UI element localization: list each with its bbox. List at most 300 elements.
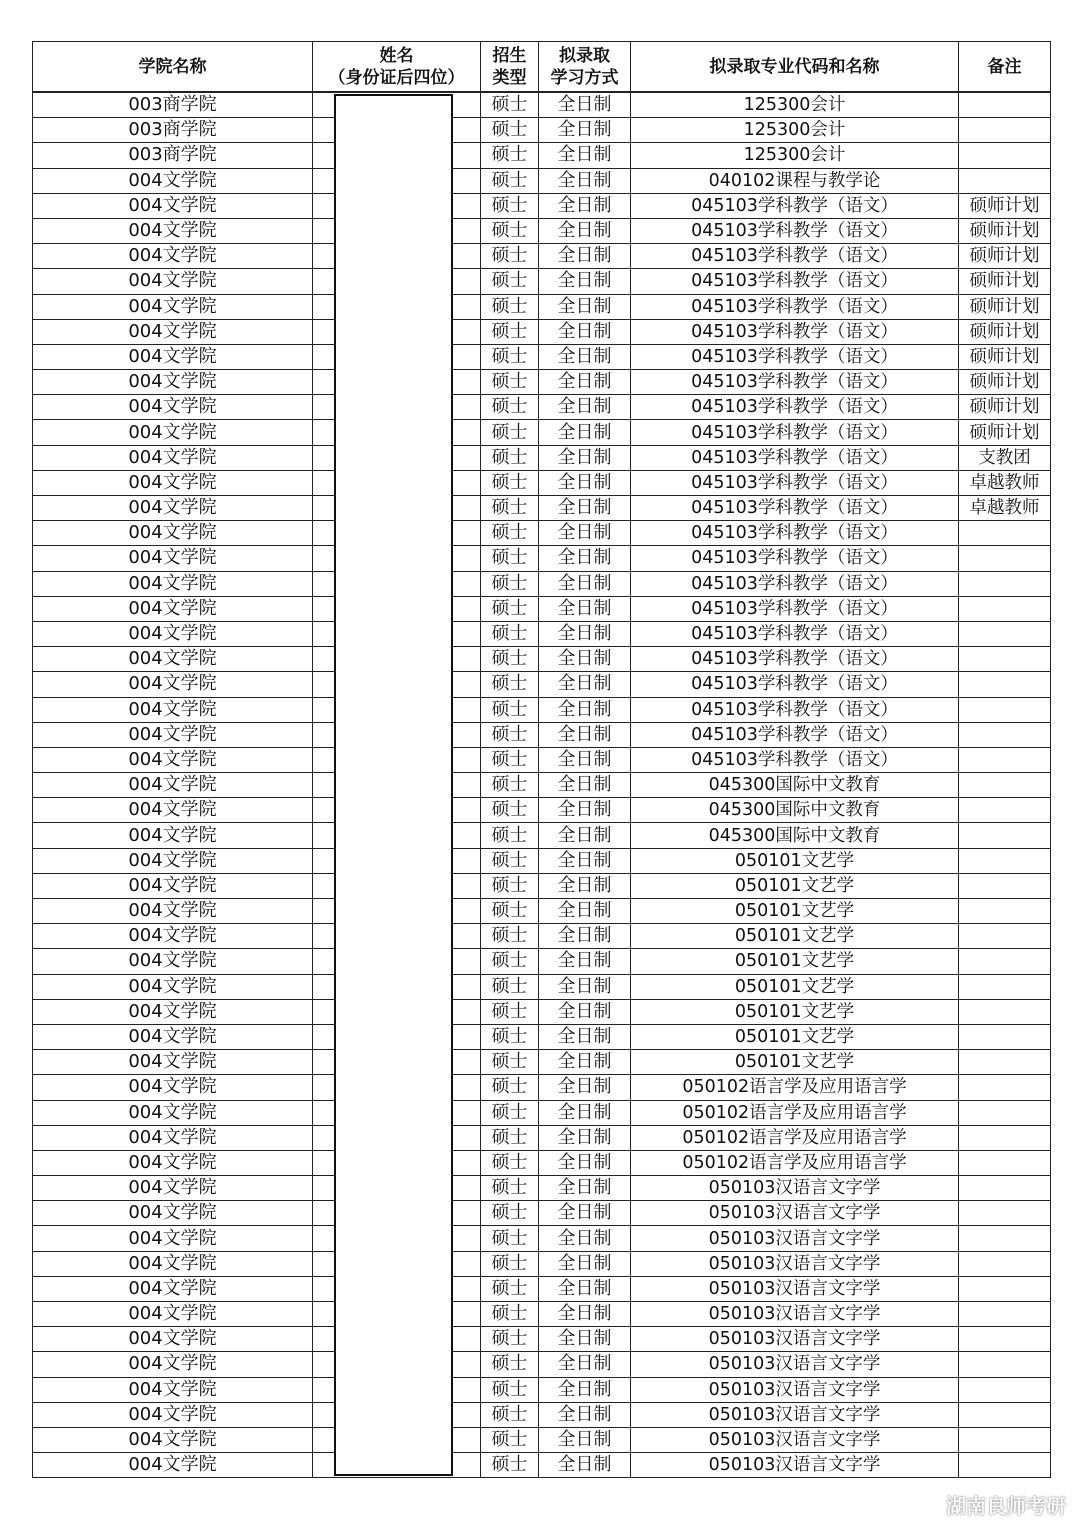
cell-major: 050103汉语言文字学 xyxy=(631,1352,959,1377)
table-row xyxy=(33,596,1051,621)
cell-note xyxy=(959,1100,1051,1125)
cell-note: 硕师计划 xyxy=(959,420,1051,445)
cell-mode: 全日制 xyxy=(539,697,631,722)
table-row xyxy=(33,873,1051,898)
cell-mode: 全日制 xyxy=(539,92,631,118)
cell-major: 050101文艺学 xyxy=(631,999,959,1024)
cell-note xyxy=(959,1327,1051,1352)
cell-major: 045103学科教学（语文） xyxy=(631,269,959,294)
cell-mode: 全日制 xyxy=(539,621,631,646)
table-row xyxy=(33,1125,1051,1150)
cell-major: 050103汉语言文字学 xyxy=(631,1201,959,1226)
cell-type: 硕士 xyxy=(481,1050,539,1075)
cell-type: 硕士 xyxy=(481,420,539,445)
cell-type: 硕士 xyxy=(481,672,539,697)
cell-college: 004文学院 xyxy=(33,496,313,521)
cell-major: 050101文艺学 xyxy=(631,899,959,924)
cell-college: 004文学院 xyxy=(33,521,313,546)
cell-college: 004文学院 xyxy=(33,193,313,218)
cell-mode: 全日制 xyxy=(539,924,631,949)
cell-mode: 全日制 xyxy=(539,344,631,369)
table-row xyxy=(33,319,1051,344)
cell-college: 004文学院 xyxy=(33,747,313,772)
cell-college: 004文学院 xyxy=(33,949,313,974)
table-row xyxy=(33,521,1051,546)
cell-mode: 全日制 xyxy=(539,496,631,521)
cell-note xyxy=(959,647,1051,672)
header-mode: 拟录取 学习方式 xyxy=(539,42,631,93)
cell-type: 硕士 xyxy=(481,823,539,848)
cell-college: 004文学院 xyxy=(33,823,313,848)
header-row xyxy=(33,42,1051,93)
cell-mode: 全日制 xyxy=(539,1050,631,1075)
cell-mode: 全日制 xyxy=(539,244,631,269)
cell-major: 045103学科教学（语文） xyxy=(631,672,959,697)
cell-college: 004文学院 xyxy=(33,1327,313,1352)
cell-college: 004文学院 xyxy=(33,1302,313,1327)
cell-note: 硕师计划 xyxy=(959,294,1051,319)
cell-note xyxy=(959,168,1051,193)
table-row xyxy=(33,244,1051,269)
cell-type: 硕士 xyxy=(481,92,539,118)
header-name: 姓名 （身份证后四位） xyxy=(313,42,481,93)
table-row xyxy=(33,1327,1051,1352)
cell-type: 硕士 xyxy=(481,1100,539,1125)
cell-college: 004文学院 xyxy=(33,773,313,798)
cell-note xyxy=(959,1302,1051,1327)
cell-major: 045103学科教学（语文） xyxy=(631,319,959,344)
cell-major: 050103汉语言文字学 xyxy=(631,1276,959,1301)
cell-note xyxy=(959,1150,1051,1175)
cell-major: 050103汉语言文字学 xyxy=(631,1377,959,1402)
table-row xyxy=(33,1226,1051,1251)
cell-major: 045103学科教学（语文） xyxy=(631,395,959,420)
cell-mode: 全日制 xyxy=(539,1201,631,1226)
cell-major: 050103汉语言文字学 xyxy=(631,1302,959,1327)
cell-note: 硕师计划 xyxy=(959,269,1051,294)
cell-major: 045103学科教学（语文） xyxy=(631,370,959,395)
cell-college: 004文学院 xyxy=(33,873,313,898)
header-major: 拟录取专业代码和名称 xyxy=(631,42,959,93)
cell-note xyxy=(959,596,1051,621)
cell-mode: 全日制 xyxy=(539,470,631,495)
table-row xyxy=(33,722,1051,747)
table-row xyxy=(33,747,1051,772)
cell-type: 硕士 xyxy=(481,999,539,1024)
cell-note xyxy=(959,1453,1051,1478)
cell-note xyxy=(959,1402,1051,1427)
cell-type: 硕士 xyxy=(481,899,539,924)
cell-major: 050103汉语言文字学 xyxy=(631,1453,959,1478)
table-row xyxy=(33,899,1051,924)
cell-major: 045103学科教学（语文） xyxy=(631,294,959,319)
cell-college: 004文学院 xyxy=(33,244,313,269)
cell-major: 045300国际中文教育 xyxy=(631,798,959,823)
cell-college: 003商学院 xyxy=(33,143,313,168)
cell-mode: 全日制 xyxy=(539,1176,631,1201)
cell-mode: 全日制 xyxy=(539,1226,631,1251)
cell-college: 004文学院 xyxy=(33,294,313,319)
cell-college: 004文学院 xyxy=(33,672,313,697)
table-row xyxy=(33,1402,1051,1427)
cell-type: 硕士 xyxy=(481,1150,539,1175)
cell-note xyxy=(959,1226,1051,1251)
cell-note xyxy=(959,1201,1051,1226)
cell-college: 004文学院 xyxy=(33,1100,313,1125)
cell-major: 045103学科教学（语文） xyxy=(631,445,959,470)
cell-type: 硕士 xyxy=(481,521,539,546)
cell-major: 050101文艺学 xyxy=(631,873,959,898)
cell-mode: 全日制 xyxy=(539,974,631,999)
cell-major: 045103学科教学（语文） xyxy=(631,747,959,772)
cell-note xyxy=(959,1075,1051,1100)
cell-type: 硕士 xyxy=(481,370,539,395)
cell-college: 004文学院 xyxy=(33,621,313,646)
table-row xyxy=(33,470,1051,495)
cell-mode: 全日制 xyxy=(539,873,631,898)
cell-college: 004文学院 xyxy=(33,974,313,999)
table-row xyxy=(33,445,1051,470)
cell-type: 硕士 xyxy=(481,1402,539,1427)
cell-type: 硕士 xyxy=(481,269,539,294)
cell-type: 硕士 xyxy=(481,1125,539,1150)
table-row xyxy=(33,92,1051,118)
header-note: 备注 xyxy=(959,42,1051,93)
cell-mode: 全日制 xyxy=(539,1125,631,1150)
cell-mode: 全日制 xyxy=(539,319,631,344)
cell-note xyxy=(959,118,1051,143)
table-row xyxy=(33,823,1051,848)
cell-type: 硕士 xyxy=(481,621,539,646)
cell-note xyxy=(959,697,1051,722)
cell-mode: 全日制 xyxy=(539,848,631,873)
table-row xyxy=(33,848,1051,873)
cell-mode: 全日制 xyxy=(539,1150,631,1175)
cell-mode: 全日制 xyxy=(539,218,631,243)
cell-type: 硕士 xyxy=(481,722,539,747)
cell-college: 003商学院 xyxy=(33,118,313,143)
cell-note xyxy=(959,1024,1051,1049)
cell-note: 硕师计划 xyxy=(959,218,1051,243)
cell-note xyxy=(959,823,1051,848)
cell-college: 004文学院 xyxy=(33,546,313,571)
cell-college: 004文学院 xyxy=(33,1276,313,1301)
cell-major: 050101文艺学 xyxy=(631,848,959,873)
cell-type: 硕士 xyxy=(481,773,539,798)
table-row xyxy=(33,798,1051,823)
cell-note xyxy=(959,974,1051,999)
cell-college: 004文学院 xyxy=(33,445,313,470)
cell-type: 硕士 xyxy=(481,848,539,873)
cell-note: 硕师计划 xyxy=(959,319,1051,344)
table-row xyxy=(33,1427,1051,1452)
cell-college: 004文学院 xyxy=(33,596,313,621)
cell-note xyxy=(959,1050,1051,1075)
cell-mode: 全日制 xyxy=(539,521,631,546)
cell-college: 004文学院 xyxy=(33,344,313,369)
table-row xyxy=(33,420,1051,445)
table-row xyxy=(33,1276,1051,1301)
cell-mode: 全日制 xyxy=(539,118,631,143)
cell-major: 045103学科教学（语文） xyxy=(631,470,959,495)
cell-major: 045103学科教学（语文） xyxy=(631,218,959,243)
cell-type: 硕士 xyxy=(481,1201,539,1226)
cell-note xyxy=(959,873,1051,898)
table-row xyxy=(33,168,1051,193)
table-row xyxy=(33,193,1051,218)
cell-mode: 全日制 xyxy=(539,1352,631,1377)
cell-type: 硕士 xyxy=(481,596,539,621)
table-body xyxy=(33,92,1051,1478)
table-row xyxy=(33,1453,1051,1478)
cell-college: 004文学院 xyxy=(33,1201,313,1226)
cell-mode: 全日制 xyxy=(539,193,631,218)
cell-mode: 全日制 xyxy=(539,949,631,974)
table-row xyxy=(33,218,1051,243)
cell-type: 硕士 xyxy=(481,949,539,974)
cell-college: 004文学院 xyxy=(33,420,313,445)
table-row xyxy=(33,294,1051,319)
cell-note xyxy=(959,1251,1051,1276)
cell-mode: 全日制 xyxy=(539,1327,631,1352)
cell-type: 硕士 xyxy=(481,1327,539,1352)
cell-note xyxy=(959,999,1051,1024)
cell-mode: 全日制 xyxy=(539,773,631,798)
cell-type: 硕士 xyxy=(481,697,539,722)
cell-mode: 全日制 xyxy=(539,294,631,319)
cell-college: 004文学院 xyxy=(33,1377,313,1402)
cell-note: 硕师计划 xyxy=(959,370,1051,395)
cell-type: 硕士 xyxy=(481,168,539,193)
table-row xyxy=(33,546,1051,571)
cell-major: 045103学科教学（语文） xyxy=(631,571,959,596)
cell-type: 硕士 xyxy=(481,218,539,243)
table-row xyxy=(33,1377,1051,1402)
cell-college: 004文学院 xyxy=(33,999,313,1024)
cell-major: 045103学科教学（语文） xyxy=(631,697,959,722)
cell-major: 050101文艺学 xyxy=(631,1050,959,1075)
cell-type: 硕士 xyxy=(481,1427,539,1452)
cell-type: 硕士 xyxy=(481,1024,539,1049)
cell-type: 硕士 xyxy=(481,1176,539,1201)
cell-college: 004文学院 xyxy=(33,1024,313,1049)
cell-major: 045300国际中文教育 xyxy=(631,773,959,798)
table-row xyxy=(33,118,1051,143)
table-row xyxy=(33,143,1051,168)
cell-mode: 全日制 xyxy=(539,445,631,470)
cell-mode: 全日制 xyxy=(539,143,631,168)
table-row xyxy=(33,647,1051,672)
cell-note xyxy=(959,546,1051,571)
table-row xyxy=(33,1352,1051,1377)
cell-college: 004文学院 xyxy=(33,722,313,747)
cell-mode: 全日制 xyxy=(539,722,631,747)
cell-major: 045103学科教学（语文） xyxy=(631,193,959,218)
cell-mode: 全日制 xyxy=(539,571,631,596)
cell-type: 硕士 xyxy=(481,647,539,672)
table-row xyxy=(33,1150,1051,1175)
cell-college: 004文学院 xyxy=(33,1402,313,1427)
cell-note xyxy=(959,773,1051,798)
cell-mode: 全日制 xyxy=(539,747,631,772)
cell-mode: 全日制 xyxy=(539,1075,631,1100)
table-row xyxy=(33,773,1051,798)
cell-college: 004文学院 xyxy=(33,319,313,344)
cell-note xyxy=(959,848,1051,873)
cell-note xyxy=(959,92,1051,118)
cell-type: 硕士 xyxy=(481,193,539,218)
redaction-box xyxy=(334,94,453,1476)
table-row xyxy=(33,999,1051,1024)
table-row xyxy=(33,344,1051,369)
cell-type: 硕士 xyxy=(481,344,539,369)
cell-type: 硕士 xyxy=(481,873,539,898)
cell-major: 045103学科教学（语文） xyxy=(631,244,959,269)
cell-type: 硕士 xyxy=(481,244,539,269)
cell-major: 050102语言学及应用语言学 xyxy=(631,1075,959,1100)
table-row xyxy=(33,924,1051,949)
cell-type: 硕士 xyxy=(481,1075,539,1100)
cell-note xyxy=(959,571,1051,596)
cell-type: 硕士 xyxy=(481,747,539,772)
table-row xyxy=(33,949,1051,974)
cell-note: 硕师计划 xyxy=(959,344,1051,369)
cell-major: 045103学科教学（语文） xyxy=(631,722,959,747)
cell-major: 050102语言学及应用语言学 xyxy=(631,1150,959,1175)
table-row xyxy=(33,370,1051,395)
cell-note xyxy=(959,1377,1051,1402)
cell-type: 硕士 xyxy=(481,1251,539,1276)
cell-major: 050103汉语言文字学 xyxy=(631,1226,959,1251)
cell-type: 硕士 xyxy=(481,496,539,521)
cell-college: 004文学院 xyxy=(33,571,313,596)
cell-type: 硕士 xyxy=(481,1276,539,1301)
table-row xyxy=(33,1302,1051,1327)
table-row xyxy=(33,621,1051,646)
cell-mode: 全日制 xyxy=(539,672,631,697)
header-type: 招生 类型 xyxy=(481,42,539,93)
cell-mode: 全日制 xyxy=(539,1377,631,1402)
table-row xyxy=(33,1075,1051,1100)
table-row xyxy=(33,496,1051,521)
cell-type: 硕士 xyxy=(481,470,539,495)
cell-mode: 全日制 xyxy=(539,1302,631,1327)
cell-note: 硕师计划 xyxy=(959,193,1051,218)
cell-mode: 全日制 xyxy=(539,1427,631,1452)
cell-mode: 全日制 xyxy=(539,899,631,924)
cell-type: 硕士 xyxy=(481,143,539,168)
cell-major: 050101文艺学 xyxy=(631,924,959,949)
cell-mode: 全日制 xyxy=(539,798,631,823)
cell-mode: 全日制 xyxy=(539,1024,631,1049)
cell-mode: 全日制 xyxy=(539,1276,631,1301)
cell-college: 004文学院 xyxy=(33,269,313,294)
cell-note xyxy=(959,521,1051,546)
cell-major: 045103学科教学（语文） xyxy=(631,546,959,571)
cell-type: 硕士 xyxy=(481,1352,539,1377)
cell-college: 004文学院 xyxy=(33,1075,313,1100)
cell-note xyxy=(959,949,1051,974)
cell-college: 004文学院 xyxy=(33,1453,313,1478)
cell-note xyxy=(959,1176,1051,1201)
cell-major: 125300会计 xyxy=(631,118,959,143)
cell-major: 050101文艺学 xyxy=(631,1024,959,1049)
cell-note xyxy=(959,1352,1051,1377)
cell-college: 004文学院 xyxy=(33,798,313,823)
cell-college: 004文学院 xyxy=(33,1125,313,1150)
table-row xyxy=(33,1176,1051,1201)
cell-mode: 全日制 xyxy=(539,1453,631,1478)
cell-college: 004文学院 xyxy=(33,470,313,495)
cell-college: 004文学院 xyxy=(33,395,313,420)
cell-college: 004文学院 xyxy=(33,1251,313,1276)
cell-mode: 全日制 xyxy=(539,168,631,193)
cell-mode: 全日制 xyxy=(539,420,631,445)
watermark: 湖南良师考研 xyxy=(946,1494,1066,1518)
cell-note: 支教团 xyxy=(959,445,1051,470)
cell-type: 硕士 xyxy=(481,571,539,596)
header-college: 学院名称 xyxy=(33,42,313,93)
cell-mode: 全日制 xyxy=(539,1402,631,1427)
cell-major: 045103学科教学（语文） xyxy=(631,647,959,672)
cell-college: 004文学院 xyxy=(33,1176,313,1201)
cell-mode: 全日制 xyxy=(539,269,631,294)
cell-major: 040102课程与教学论 xyxy=(631,168,959,193)
cell-college: 004文学院 xyxy=(33,697,313,722)
cell-major: 050103汉语言文字学 xyxy=(631,1427,959,1452)
cell-type: 硕士 xyxy=(481,1302,539,1327)
cell-type: 硕士 xyxy=(481,546,539,571)
cell-note xyxy=(959,621,1051,646)
cell-major: 050101文艺学 xyxy=(631,949,959,974)
cell-college: 004文学院 xyxy=(33,1050,313,1075)
cell-type: 硕士 xyxy=(481,1377,539,1402)
cell-college: 004文学院 xyxy=(33,647,313,672)
cell-major: 045103学科教学（语文） xyxy=(631,521,959,546)
table-row xyxy=(33,571,1051,596)
cell-note: 卓越教师 xyxy=(959,470,1051,495)
cell-type: 硕士 xyxy=(481,924,539,949)
table-row xyxy=(33,395,1051,420)
cell-type: 硕士 xyxy=(481,118,539,143)
cell-mode: 全日制 xyxy=(539,1100,631,1125)
cell-major: 045103学科教学（语文） xyxy=(631,621,959,646)
cell-major: 045103学科教学（语文） xyxy=(631,596,959,621)
cell-college: 004文学院 xyxy=(33,1226,313,1251)
cell-note xyxy=(959,1427,1051,1452)
cell-major: 045300国际中文教育 xyxy=(631,823,959,848)
cell-note: 硕师计划 xyxy=(959,395,1051,420)
cell-college: 004文学院 xyxy=(33,218,313,243)
cell-note xyxy=(959,924,1051,949)
table-row xyxy=(33,697,1051,722)
table-row xyxy=(33,672,1051,697)
table-row xyxy=(33,1050,1051,1075)
cell-type: 硕士 xyxy=(481,445,539,470)
cell-mode: 全日制 xyxy=(539,395,631,420)
admission-table xyxy=(32,41,1051,1478)
cell-note: 硕师计划 xyxy=(959,244,1051,269)
table-row xyxy=(33,974,1051,999)
table-row xyxy=(33,1251,1051,1276)
cell-note xyxy=(959,672,1051,697)
cell-major: 050103汉语言文字学 xyxy=(631,1402,959,1427)
cell-note: 卓越教师 xyxy=(959,496,1051,521)
cell-mode: 全日制 xyxy=(539,999,631,1024)
cell-type: 硕士 xyxy=(481,395,539,420)
cell-note xyxy=(959,798,1051,823)
cell-major: 050101文艺学 xyxy=(631,974,959,999)
